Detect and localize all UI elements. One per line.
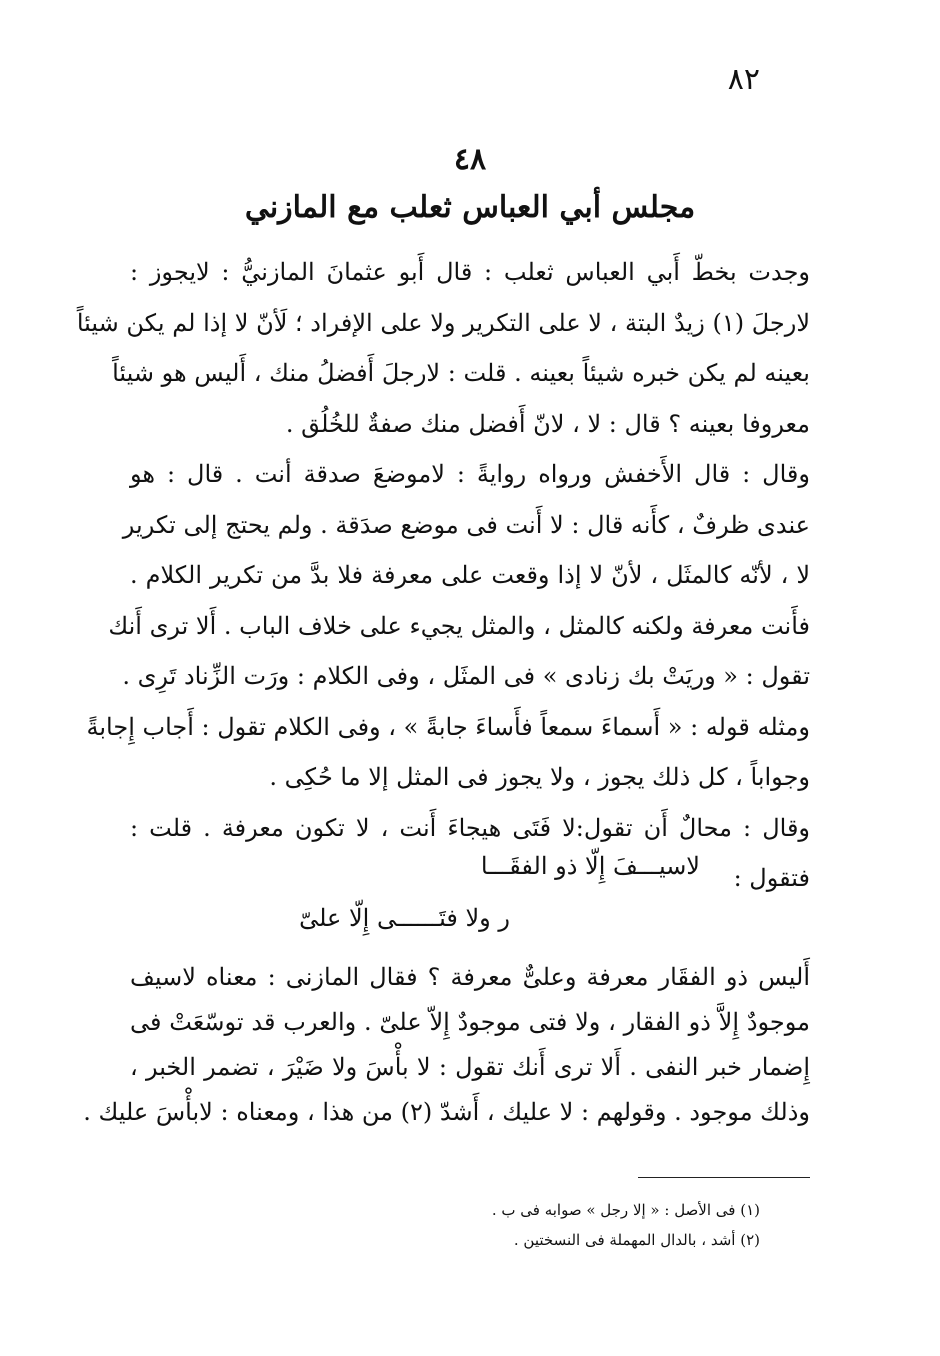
text-line: معروفا بعينه ؟ قال : لا ، لانّ أَفضل منك صفةٌ للخُلُق .: [285, 409, 810, 438]
footnote-2: (٢) أشد ، بالدال المهملة فى النسختين .: [513, 1231, 760, 1249]
text-line: أَليس ذو الفقَار معرفة وعلىٌّ معرفة ؟ فقال المازنى : معناه لاسيف: [130, 963, 810, 991]
text-line: إِضمار خبر النفى . أَلا ترى أَنك تقول : لا بأْسَ ولا ضَيْرَ ، تضمر الخبر ،: [130, 1053, 810, 1081]
text-line: وقال : قال الأَخفش ورواه روايةً : لاموضعَ صدقة أنت . قال : هو: [130, 460, 810, 488]
text-line: وذلك موجود . وقولهم : لا عليك ، أَشدّ (٢) من هذا ، ومعناه : لابأْسَ عليك .: [83, 1098, 810, 1126]
text-line: وقال : محالٌ أَن تقول:لا فَتَى هيجاءَ أَنت ، لا تكون معرفة . قلت :: [130, 813, 810, 842]
text-line: موجودٌ إِلاَّ ذو الفقار ، ولا فتى موجودٌ إِلاّ علىّ . والعرب قد توسّعَتْ فى: [130, 1008, 810, 1036]
footnote-divider: [638, 1177, 810, 1178]
section-title: مجلس أبي العباس ثعلب مع المازني: [244, 190, 696, 225]
footnotes: [492, 1195, 760, 1255]
page-number: ٨٢: [727, 62, 760, 97]
section-number: ٤٨: [453, 142, 487, 177]
footnote-1: (١) فى الأصل : « إلا رجل » صوابه فى ب .: [491, 1201, 760, 1219]
text-line: بعينه لم يكن خبره شيئاً بعينه . قلت : لارجلَ أَفضلُ منك ، أَليس هو شيئاً: [112, 359, 810, 387]
text-line: فأَنت معرفة ولكنه كالمثل ، والمثل يجيء على خلاف الباب . أَلا ترى أَنك: [108, 611, 810, 640]
text-line: وجواباً ، كل ذلك يجوز ، ولا يجوز فى المثل إلا ما حُكِى .: [269, 763, 810, 791]
text-line: تقول : « وريَتْ بك زنادى » فى المثَل ، وفى الكلام : ورَت الزِّناد تَرِى .: [122, 662, 810, 690]
text-line: عندى ظرفٌ ، كأَنه قال : لا أَنت فى موضع صدَقة . ولم يحتج إلى تكرير: [122, 510, 810, 539]
text-line: فتقول :: [733, 864, 810, 892]
text-line: وجدت بخطّ أَبي العباس ثعلب : قال أَبو عثمانَ المازنيُّ : لايجوز :: [130, 258, 810, 286]
text-line: ومثله قوله : « أَسماءَ سمعاً فأَساءَ جابةً » ، وفى الكلام تقول : أَجاب إِجابةً: [86, 712, 810, 741]
verse-line-first: لاسيـــفَ إِلّا ذو الفقَـــا: [480, 852, 700, 880]
second-paragraph: [83, 955, 810, 1135]
text-line: لارجلَ (١) زيدٌ البتة ، لا على التكرير ولا على الإفراد ؛ لَأنّ لا إذا لم يكن شيئاً: [76, 308, 810, 337]
verse-line-second: ر ولا فتَــــــى إِلّا علىّ: [299, 904, 510, 932]
text-line: لا ، لأنّه كالمثَل ، لأنّ لا إذا وقعت على معرفة فلا بدَّ من تكرير الكلام .: [130, 561, 810, 589]
main-paragraph: [76, 247, 810, 904]
